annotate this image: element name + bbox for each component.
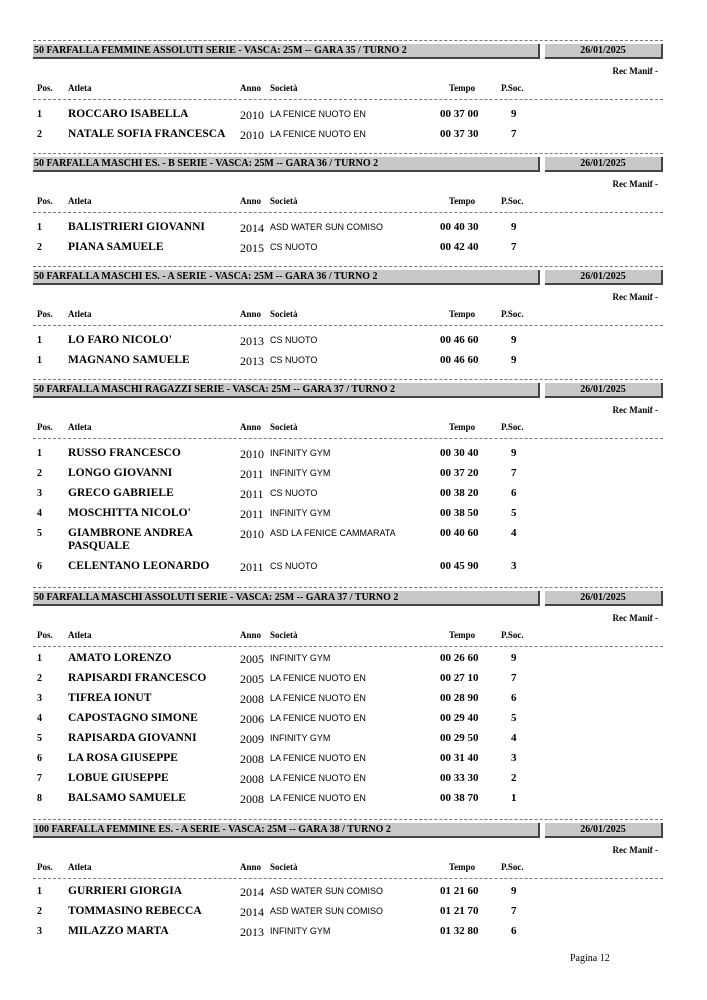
team-points: 9 xyxy=(511,447,517,459)
column-header-athlete: Atleta xyxy=(68,83,92,93)
dashed-separator xyxy=(33,587,663,588)
birth-year: 2010 xyxy=(240,447,264,461)
dashed-separator xyxy=(33,646,663,647)
club-name: LA FENICE NUOTO EN xyxy=(270,773,366,783)
club-name: INFINITY GYM xyxy=(270,468,331,478)
dashed-separator xyxy=(33,819,663,820)
birth-year: 2014 xyxy=(240,905,264,919)
athlete-name: BALISTRIERI GIOVANNI xyxy=(68,221,205,233)
team-points: 4 xyxy=(511,732,517,744)
birth-year: 2013 xyxy=(240,334,264,348)
pos: 1 xyxy=(37,109,42,120)
column-header-row xyxy=(33,309,663,321)
column-header-row xyxy=(33,422,663,434)
pos: 6 xyxy=(37,753,42,764)
record-label: Rec Manif - xyxy=(612,292,658,302)
club-name: ASD WATER SUN COMISO xyxy=(270,906,384,916)
team-points: 6 xyxy=(511,487,517,499)
column-header-time: Tempo xyxy=(449,309,476,319)
birth-year: 2015 xyxy=(240,241,264,255)
pos: 1 xyxy=(37,448,42,459)
team-points: 7 xyxy=(511,672,517,684)
club-name: LA FENICE NUOTO EN xyxy=(270,129,366,139)
team-points: 6 xyxy=(511,925,517,937)
team-points: 3 xyxy=(511,752,517,764)
birth-year: 2011 xyxy=(240,467,264,481)
team-points: 2 xyxy=(511,772,517,784)
club-name: LA FENICE NUOTO EN xyxy=(270,693,366,703)
athlete-name: NATALE SOFIA FRANCESCA xyxy=(68,128,226,140)
team-points: 7 xyxy=(511,905,517,917)
pos: 2 xyxy=(37,242,42,253)
birth-year: 2009 xyxy=(240,732,264,746)
athlete-name: GRECO GABRIELE xyxy=(68,487,174,499)
team-points: 4 xyxy=(511,527,517,539)
race-time: 00 31 40 xyxy=(440,752,479,764)
pos: 1 xyxy=(37,355,42,366)
race-time: 00 37 20 xyxy=(440,467,479,479)
race-time: 00 40 60 xyxy=(440,527,479,539)
team-points: 5 xyxy=(511,712,517,724)
club-name: CS NUOTO xyxy=(270,488,318,498)
pos: 6 xyxy=(37,561,42,572)
athlete-name: RAPISARDA GIOVANNI xyxy=(68,732,197,744)
column-header-club: Società xyxy=(270,630,298,640)
dashed-separator xyxy=(33,40,663,41)
birth-year: 2011 xyxy=(240,507,264,521)
club-name: LA FENICE NUOTO EN xyxy=(270,109,366,119)
team-points: 1 xyxy=(511,792,517,804)
column-header-club: Società xyxy=(270,422,298,432)
race-date: 26/01/2025 xyxy=(545,157,663,172)
column-header-row xyxy=(33,83,663,95)
team-points: 3 xyxy=(511,560,517,572)
column-header-time: Tempo xyxy=(449,422,476,432)
athlete-name: GURRIERI GIORGIA xyxy=(68,885,183,897)
race-date: 26/01/2025 xyxy=(545,270,663,285)
race-time: 00 46 60 xyxy=(440,354,479,366)
race-time: 00 28 90 xyxy=(440,692,479,704)
athlete-name: GIAMBRONE ANDREA PASQUALE xyxy=(68,527,193,552)
club-name: INFINITY GYM xyxy=(270,733,331,743)
race-time: 00 45 90 xyxy=(440,560,479,572)
column-header-athlete: Atleta xyxy=(68,422,92,432)
dashed-separator xyxy=(33,379,663,380)
column-header-athlete: Atleta xyxy=(68,630,92,640)
column-header-points: P.Soc. xyxy=(501,83,524,93)
athlete-name: LOBUE GIUSEPPE xyxy=(68,772,169,784)
column-header-row xyxy=(33,862,663,874)
race-title: 50 FARFALLA MASCHI ES. - B SERIE - VASCA: 25M -- GARA 36 / TURNO 2 xyxy=(33,157,540,172)
dashed-separator xyxy=(33,438,663,439)
athlete-name: TIFREA IONUT xyxy=(68,692,152,704)
birth-year: 2006 xyxy=(240,712,264,726)
pos: 1 xyxy=(37,335,42,346)
pos: 2 xyxy=(37,906,42,917)
race-time: 00 37 00 xyxy=(440,108,479,120)
column-header-year: Anno xyxy=(240,83,262,93)
page-number: Pagina 12 xyxy=(570,953,610,964)
athlete-name: LO FARO NICOLO' xyxy=(68,334,172,346)
column-header-club: Società xyxy=(270,862,298,872)
club-name: CS NUOTO xyxy=(270,242,318,252)
birth-year: 2008 xyxy=(240,772,264,786)
club-name: ASD LA FENICE CAMMARATA xyxy=(270,528,396,538)
club-name: LA FENICE NUOTO EN xyxy=(270,713,366,723)
pos: 4 xyxy=(37,713,42,724)
dashed-separator xyxy=(33,878,663,879)
birth-year: 2010 xyxy=(240,108,264,122)
column-header-year: Anno xyxy=(240,309,262,319)
birth-year: 2010 xyxy=(240,527,264,541)
birth-year: 2013 xyxy=(240,925,264,939)
birth-year: 2008 xyxy=(240,792,264,806)
birth-year: 2010 xyxy=(240,128,264,142)
column-header-time: Tempo xyxy=(449,630,476,640)
club-name: ASD WATER SUN COMISO xyxy=(270,222,384,232)
race-title: 100 FARFALLA FEMMINE ES. - A SERIE - VASCA: 25M -- GARA 38 / TURNO 2 xyxy=(33,823,540,838)
column-header-points: P.Soc. xyxy=(501,630,524,640)
pos: 5 xyxy=(37,528,42,539)
birth-year: 2014 xyxy=(240,885,264,899)
birth-year: 2005 xyxy=(240,672,264,686)
race-time: 01 21 60 xyxy=(440,885,479,897)
column-header-pos: Pos. xyxy=(37,309,53,319)
pos: 1 xyxy=(37,222,42,233)
athlete-name: LONGO GIOVANNI xyxy=(68,467,173,479)
column-header-time: Tempo xyxy=(449,83,476,93)
column-header-year: Anno xyxy=(240,862,262,872)
birth-year: 2008 xyxy=(240,752,264,766)
race-time: 00 29 40 xyxy=(440,712,479,724)
team-points: 9 xyxy=(511,108,517,120)
race-time: 00 38 20 xyxy=(440,487,479,499)
club-name: INFINITY GYM xyxy=(270,508,331,518)
column-header-club: Società xyxy=(270,196,298,206)
column-header-row xyxy=(33,196,663,208)
dashed-separator xyxy=(33,212,663,213)
race-time: 00 30 40 xyxy=(440,447,479,459)
club-name: LA FENICE NUOTO EN xyxy=(270,673,366,683)
race-time: 00 33 30 xyxy=(440,772,479,784)
column-header-pos: Pos. xyxy=(37,422,53,432)
column-header-year: Anno xyxy=(240,196,262,206)
race-title: 50 FARFALLA MASCHI RAGAZZI SERIE - VASCA: 25M -- GARA 37 / TURNO 2 xyxy=(33,383,540,398)
column-header-points: P.Soc. xyxy=(501,196,524,206)
record-label: Rec Manif - xyxy=(612,405,658,415)
athlete-name: ROCCARO ISABELLA xyxy=(68,108,189,120)
record-label: Rec Manif - xyxy=(612,179,658,189)
birth-year: 2011 xyxy=(240,560,264,574)
club-name: CS NUOTO xyxy=(270,355,318,365)
race-time: 00 38 50 xyxy=(440,507,479,519)
column-header-year: Anno xyxy=(240,422,262,432)
pos: 1 xyxy=(37,653,42,664)
athlete-name: MOSCHITTA NICOLO' xyxy=(68,507,191,519)
race-time: 00 46 60 xyxy=(440,334,479,346)
race-time: 00 29 50 xyxy=(440,732,479,744)
dashed-separator xyxy=(33,153,663,154)
race-date: 26/01/2025 xyxy=(545,44,663,59)
team-points: 7 xyxy=(511,467,517,479)
team-points: 9 xyxy=(511,652,517,664)
column-header-pos: Pos. xyxy=(37,630,53,640)
race-time: 00 37 30 xyxy=(440,128,479,140)
column-header-club: Società xyxy=(270,83,298,93)
race-title: 50 FARFALLA MASCHI ASSOLUTI SERIE - VASCA: 25M -- GARA 37 / TURNO 2 xyxy=(33,591,540,606)
pos: 2 xyxy=(37,468,42,479)
athlete-name: RAPISARDI FRANCESCO xyxy=(68,672,207,684)
column-header-pos: Pos. xyxy=(37,83,53,93)
race-title: 50 FARFALLA MASCHI ES. - A SERIE - VASCA: 25M -- GARA 36 / TURNO 2 xyxy=(33,270,540,285)
club-name: INFINITY GYM xyxy=(270,653,331,663)
dashed-separator xyxy=(33,266,663,267)
pos: 3 xyxy=(37,488,42,499)
team-points: 6 xyxy=(511,692,517,704)
race-time: 00 42 40 xyxy=(440,241,479,253)
athlete-name: AMATO LORENZO xyxy=(68,652,172,664)
record-label: Rec Manif - xyxy=(612,845,658,855)
team-points: 7 xyxy=(511,128,517,140)
column-header-row xyxy=(33,630,663,642)
pos: 5 xyxy=(37,733,42,744)
column-header-athlete: Atleta xyxy=(68,309,92,319)
athlete-name: PIANA SAMUELE xyxy=(68,241,164,253)
record-label: Rec Manif - xyxy=(612,613,658,623)
race-date: 26/01/2025 xyxy=(545,591,663,606)
pos: 2 xyxy=(37,129,42,140)
club-name: LA FENICE NUOTO EN xyxy=(270,793,366,803)
athlete-name: LA ROSA GIUSEPPE xyxy=(68,752,178,764)
club-name: LA FENICE NUOTO EN xyxy=(270,753,366,763)
race-date: 26/01/2025 xyxy=(545,383,663,398)
team-points: 5 xyxy=(511,507,517,519)
team-points: 9 xyxy=(511,221,517,233)
column-header-points: P.Soc. xyxy=(501,309,524,319)
athlete-name: CAPOSTAGNO SIMONE xyxy=(68,712,198,724)
club-name: CS NUOTO xyxy=(270,335,318,345)
birth-year: 2005 xyxy=(240,652,264,666)
team-points: 9 xyxy=(511,334,517,346)
birth-year: 2011 xyxy=(240,487,264,501)
team-points: 9 xyxy=(511,885,517,897)
race-time: 00 26 60 xyxy=(440,652,479,664)
column-header-time: Tempo xyxy=(449,862,476,872)
race-time: 01 32 80 xyxy=(440,925,479,937)
column-header-pos: Pos. xyxy=(37,862,53,872)
pos: 4 xyxy=(37,508,42,519)
dashed-separator xyxy=(33,99,663,100)
birth-year: 2014 xyxy=(240,221,264,235)
column-header-athlete: Atleta xyxy=(68,196,92,206)
race-title: 50 FARFALLA FEMMINE ASSOLUTI SERIE - VASCA: 25M -- GARA 35 / TURNO 2 xyxy=(33,44,540,59)
column-header-points: P.Soc. xyxy=(501,862,524,872)
birth-year: 2013 xyxy=(240,354,264,368)
pos: 3 xyxy=(37,926,42,937)
athlete-name: CELENTANO LEONARDO xyxy=(68,560,210,572)
column-header-athlete: Atleta xyxy=(68,862,92,872)
pos: 1 xyxy=(37,886,42,897)
record-label: Rec Manif - xyxy=(612,66,658,76)
pos: 3 xyxy=(37,693,42,704)
athlete-name: MILAZZO MARTA xyxy=(68,925,169,937)
team-points: 7 xyxy=(511,241,517,253)
athlete-name: MAGNANO SAMUELE xyxy=(68,354,190,366)
club-name: INFINITY GYM xyxy=(270,926,331,936)
column-header-points: P.Soc. xyxy=(501,422,524,432)
athlete-name: RUSSO FRANCESCO xyxy=(68,447,181,459)
column-header-time: Tempo xyxy=(449,196,476,206)
race-time: 00 40 30 xyxy=(440,221,479,233)
pos: 7 xyxy=(37,773,42,784)
race-time: 00 27 10 xyxy=(440,672,479,684)
pos: 8 xyxy=(37,793,42,804)
athlete-name: BALSAMO SAMUELE xyxy=(68,792,186,804)
race-time: 01 21 70 xyxy=(440,905,479,917)
column-header-pos: Pos. xyxy=(37,196,53,206)
athlete-name: TOMMASINO REBECCA xyxy=(68,905,202,917)
team-points: 9 xyxy=(511,354,517,366)
column-header-year: Anno xyxy=(240,630,262,640)
club-name: CS NUOTO xyxy=(270,561,318,571)
birth-year: 2008 xyxy=(240,692,264,706)
dashed-separator xyxy=(33,325,663,326)
race-date: 26/01/2025 xyxy=(545,823,663,838)
column-header-club: Società xyxy=(270,309,298,319)
club-name: INFINITY GYM xyxy=(270,448,331,458)
race-time: 00 38 70 xyxy=(440,792,479,804)
pos: 2 xyxy=(37,673,42,684)
club-name: ASD WATER SUN COMISO xyxy=(270,886,384,896)
